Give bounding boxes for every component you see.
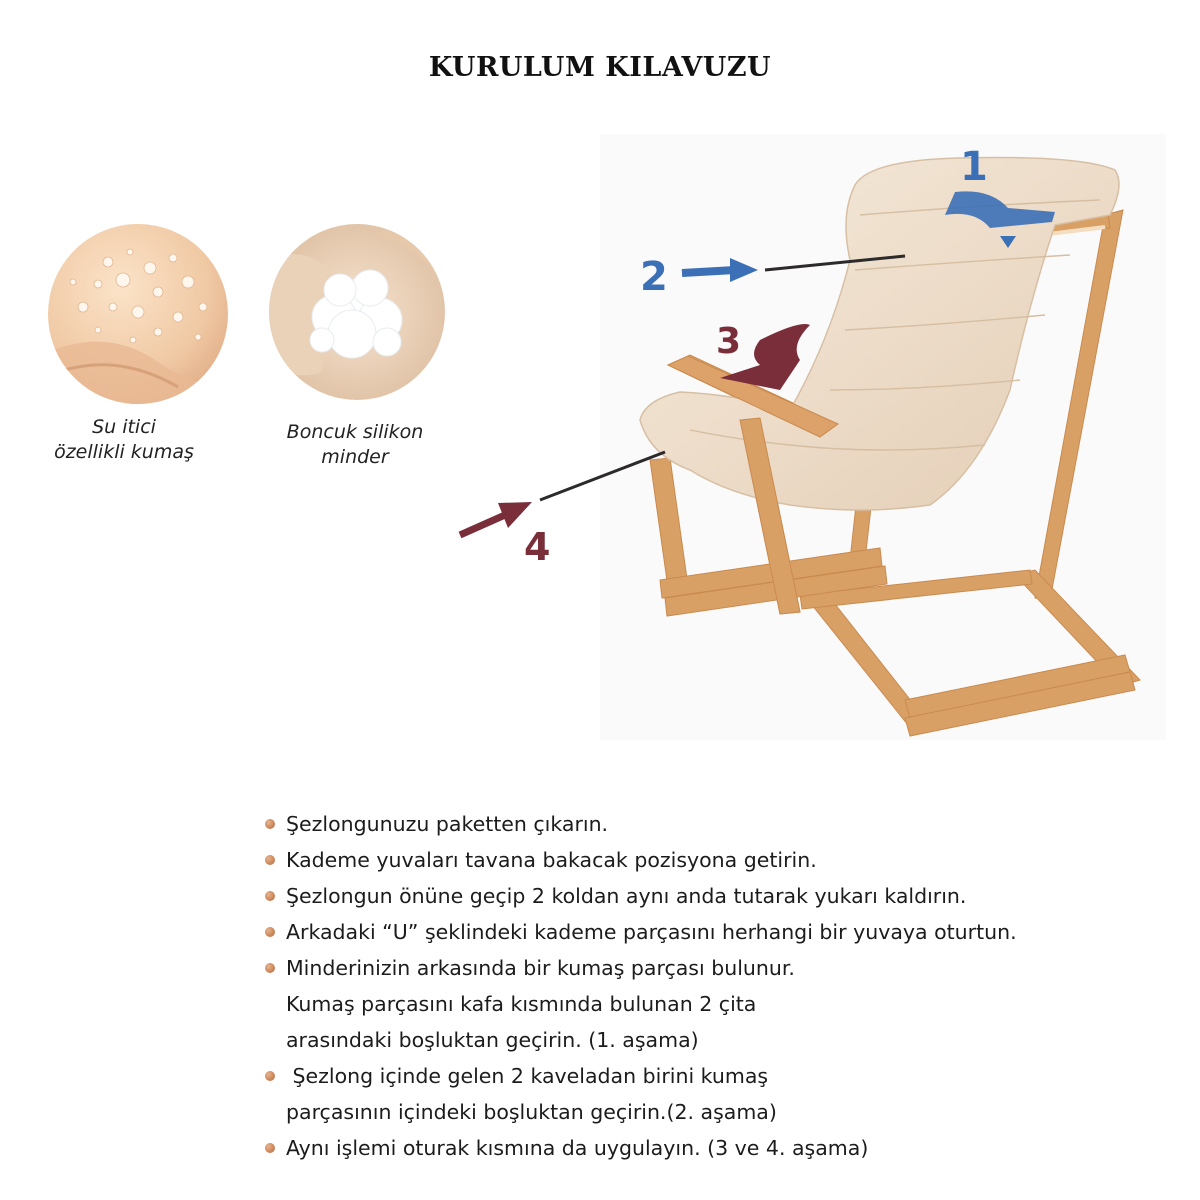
callout-number: 1 [960,144,988,190]
bullet-icon [265,891,275,901]
feature-caption [255,420,455,470]
bullet-icon [265,963,275,973]
callout-number: 3 [716,321,742,362]
instruction-step [262,842,1017,878]
instruction-step [262,950,1017,1058]
step-text: parçasının içindeki boşluktan geçirin.(2. aşama) [286,1100,777,1124]
callout-number: 4 [524,525,551,569]
bullet-icon [265,855,275,865]
bullet-icon [265,1143,275,1153]
caption-line: Su itici [92,416,156,438]
instruction-list [262,806,1017,1166]
caption-line: Boncuk silikon [286,421,424,443]
water-repellent-fabric-icon [38,222,238,422]
feature-caption [24,415,224,465]
caption-line: özellikli kumaş [54,441,194,463]
instruction-step [262,1130,1017,1166]
step-text: arasındaki boşluktan geçirin. (1. aşama) [286,1028,699,1052]
caption-line: minder [321,446,389,468]
bullet-icon [265,927,275,937]
step-text: Minderinizin arkasında bir kumaş parçası bulunur. [286,956,795,980]
bullet-icon [265,819,275,829]
step-text: Aynı işlemi oturak kısmına da uygulayın. (3 ve 4. aşama) [286,1136,869,1160]
bullet-icon [265,1071,275,1081]
lounge-chair-illustration [440,130,1180,750]
instruction-step [262,1058,1017,1130]
step-text: Şezlongunuzu paketten çıkarın. [286,812,609,836]
instruction-step [262,878,1017,914]
page-title: KURULUM KILAVUZU [428,52,772,83]
silicone-filling-icon [262,222,452,412]
instruction-step [262,806,1017,842]
step-text: Şezlongun önüne geçip 2 koldan aynı anda tutarak yukarı kaldırın. [286,884,967,908]
step-text: Kumaş parçasını kafa kısmında bulunan 2 çita [286,992,757,1016]
callout-number: 2 [640,254,668,300]
instruction-step [262,914,1017,950]
step-text: Arkadaki “U” şeklindeki kademe parçasını herhangi bir yuvaya oturtun. [286,920,1017,944]
step-text: Kademe yuvaları tavana bakacak pozisyona getirin. [286,848,817,872]
step-text: Şezlong içinde gelen 2 kaveladan birini kumaş [286,1064,769,1088]
